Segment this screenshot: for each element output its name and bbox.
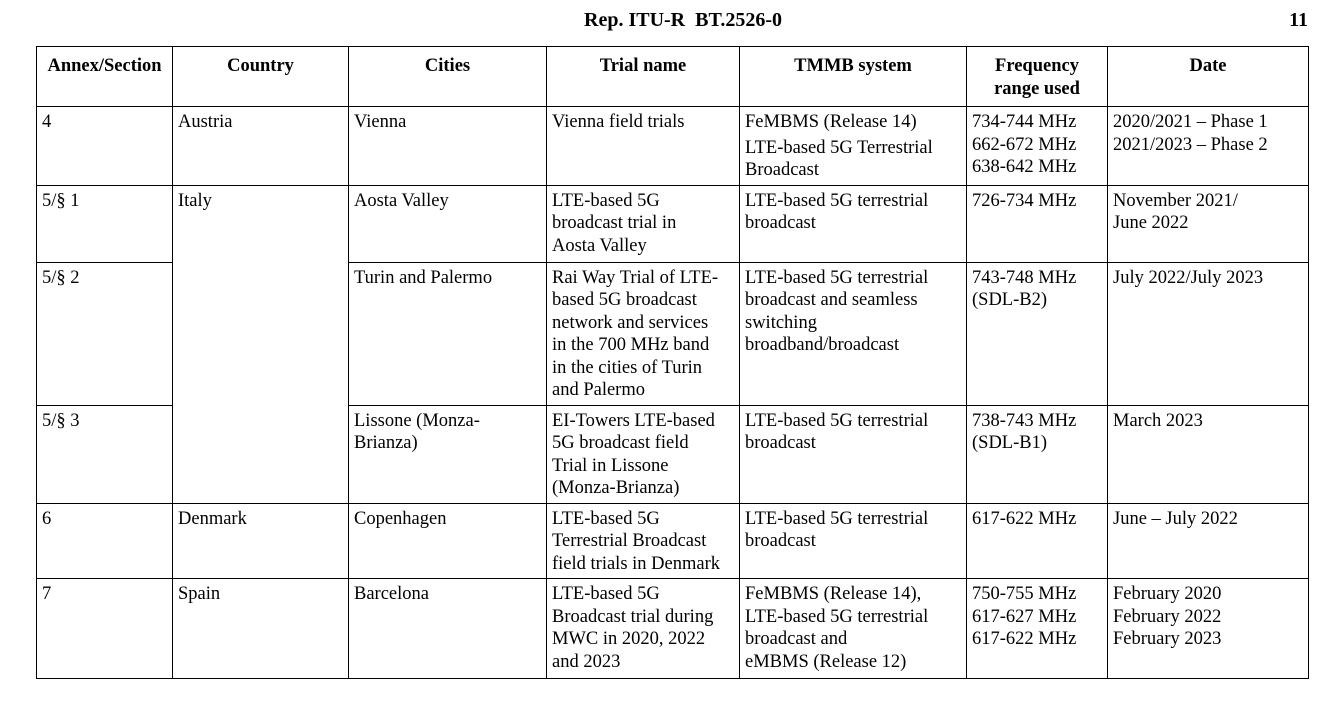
cell-line: eMBMS (Release 12) (745, 651, 907, 672)
cell-line: Turin and Palermo (354, 267, 493, 288)
cell-line: February 2020 (1113, 584, 1222, 604)
cell-line: LTE-based 5G Terrestrial (745, 137, 933, 158)
cell-line: March 2023 (1113, 410, 1203, 431)
cell-trial-name (547, 579, 740, 679)
header-line: range used (994, 78, 1080, 99)
cell-line: Aosta Valley (354, 190, 449, 211)
cell-line: in the cities of Turin (552, 357, 703, 378)
cell-frequency (967, 579, 1108, 679)
cell-line: field trials in Denmark (552, 553, 720, 574)
cell-line: 638-642 MHz (972, 157, 1077, 177)
cell-line: 662-672 MHz (972, 134, 1077, 155)
cell-frequency (967, 503, 1108, 579)
cell-line: switching (745, 312, 817, 333)
cell-cities (349, 107, 547, 186)
cell-trial-name (547, 185, 740, 262)
cell-country: Denmark (173, 503, 349, 579)
cell-line: and Palermo (552, 380, 645, 400)
cell-line: Barcelona (354, 584, 429, 604)
cell-tmmb-system (740, 503, 967, 579)
cell-line: EI-Towers LTE-based (552, 410, 715, 431)
cell-cities (349, 405, 547, 503)
cell-frequency (967, 185, 1108, 262)
cell-frequency (967, 405, 1108, 503)
cell-line: broadband/broadcast (745, 335, 900, 355)
table-header-row (37, 47, 1309, 107)
cell-line: 743-748 MHz (972, 267, 1077, 288)
cell-line: June – July 2022 (1113, 508, 1238, 529)
cell-line: LTE-based 5G (552, 584, 660, 604)
cell-tmmb-system (740, 107, 967, 186)
header-line: Frequency (995, 56, 1079, 76)
cell-line: LTE-based 5G terrestrial (745, 190, 929, 211)
trials-table (36, 46, 1309, 679)
cell-line: 617-627 MHz (972, 606, 1077, 627)
cell-line: broadcast (745, 213, 816, 233)
cell-annex: 6 (37, 503, 173, 579)
cell-line: based 5G broadcast (552, 290, 697, 310)
cell-line: 617-622 MHz (972, 508, 1077, 529)
cell-line: June 2022 (1113, 213, 1189, 233)
cell-line: 738-743 MHz (972, 410, 1077, 431)
cell-annex: 7 (37, 579, 173, 679)
page-number: 11 (1289, 9, 1308, 31)
cell-line: 617-622 MHz (972, 629, 1077, 649)
cell-line: and 2023 (552, 651, 621, 672)
cell-line: broadcast trial in (552, 213, 677, 233)
cell-cities (349, 262, 547, 405)
cell-line: network and services (552, 312, 709, 333)
cell-line: November 2021/ (1113, 190, 1238, 211)
column-header-cities: Cities (349, 47, 547, 107)
cell-tmmb-system (740, 185, 967, 262)
table-row (37, 503, 1309, 579)
cell-frequency (967, 262, 1108, 405)
cell-line: 2021/2023 – Phase 2 (1113, 134, 1268, 155)
cell-line: 5G broadcast field (552, 433, 689, 453)
cell-line: (Monza-Brianza) (552, 478, 680, 498)
cell-line: Broadcast (745, 160, 819, 180)
cell-cities (349, 503, 547, 579)
column-header-country: Country (173, 47, 349, 107)
cell-line: broadcast (745, 531, 816, 551)
cell-line: LTE-based 5G (552, 508, 660, 529)
cell-date (1108, 579, 1309, 679)
cell-line: broadcast and seamless (745, 290, 918, 310)
cell-cities (349, 185, 547, 262)
column-header-date: Date (1108, 47, 1309, 107)
document-title: Rep. ITU-R BT.2526-0 (584, 9, 782, 31)
cell-line: LTE-based 5G (552, 190, 660, 211)
cell-line: Rai Way Trial of LTE- (552, 267, 719, 288)
cell-trial-name (547, 262, 740, 405)
cell-line: Trial in Lissone (552, 455, 669, 476)
page-header (0, 9, 1341, 35)
cell-date (1108, 107, 1309, 186)
cell-line: Aosta Valley (552, 235, 647, 256)
cell-line: (SDL-B2) (972, 290, 1048, 310)
cell-line: Vienna field trials (552, 112, 685, 132)
cell-line: Vienna (354, 112, 407, 132)
cell-date (1108, 503, 1309, 579)
cell-trial-name (547, 503, 740, 579)
cell-line: Terrestrial Broadcast (552, 531, 707, 551)
cell-annex: 5/§ 1 (37, 185, 173, 262)
column-header-annex: Annex/Section (37, 47, 173, 107)
cell-line: Lissone (Monza- (354, 410, 480, 431)
cell-country: Spain (173, 579, 349, 679)
cell-line: LTE-based 5G terrestrial (745, 410, 929, 431)
cell-annex: 4 (37, 107, 173, 186)
cell-tmmb-system (740, 405, 967, 503)
cell-line: Brianza) (354, 433, 418, 453)
cell-line: Copenhagen (354, 508, 447, 529)
cell-annex: 5/§ 2 (37, 262, 173, 405)
cell-frequency (967, 107, 1108, 186)
table-row (37, 185, 1309, 262)
cell-tmmb-system (740, 579, 967, 679)
cell-line: MWC in 2020, 2022 (552, 629, 706, 649)
cell-line: February 2023 (1113, 629, 1222, 649)
cell-line: 734-744 MHz (972, 112, 1077, 132)
cell-line: February 2022 (1113, 606, 1222, 627)
cell-line: July 2022/July 2023 (1113, 267, 1264, 288)
cell-annex: 5/§ 3 (37, 405, 173, 503)
cell-line: broadcast (745, 433, 816, 453)
cell-line: LTE-based 5G terrestrial (745, 606, 929, 627)
cell-date (1108, 405, 1309, 503)
column-header-trial-name: Trial name (547, 47, 740, 107)
cell-trial-name (547, 405, 740, 503)
table-row (37, 107, 1309, 186)
cell-line: (SDL-B1) (972, 433, 1048, 453)
cell-cities (349, 579, 547, 679)
cell-line: Broadcast trial during (552, 606, 714, 627)
cell-date (1108, 185, 1309, 262)
cell-line: broadcast and (745, 629, 848, 649)
table-row (37, 579, 1309, 679)
cell-line: 726-734 MHz (972, 190, 1077, 211)
cell-country: Austria (173, 107, 349, 186)
cell-line: 750-755 MHz (972, 584, 1077, 604)
cell-line: FeMBMS (Release 14), (745, 584, 922, 604)
cell-line: 2020/2021 – Phase 1 (1113, 112, 1268, 132)
cell-tmmb-system (740, 262, 967, 405)
cell-line: LTE-based 5G terrestrial (745, 508, 929, 529)
cell-trial-name (547, 107, 740, 186)
column-header-frequency (967, 47, 1108, 107)
cell-date (1108, 262, 1309, 405)
cell-line: in the 700 MHz band (552, 335, 710, 355)
column-header-tmmb-system: TMMB system (740, 47, 967, 107)
cell-line: FeMBMS (Release 14) (745, 112, 917, 132)
cell-line: LTE-based 5G terrestrial (745, 267, 929, 288)
cell-country: Italy (173, 185, 349, 503)
